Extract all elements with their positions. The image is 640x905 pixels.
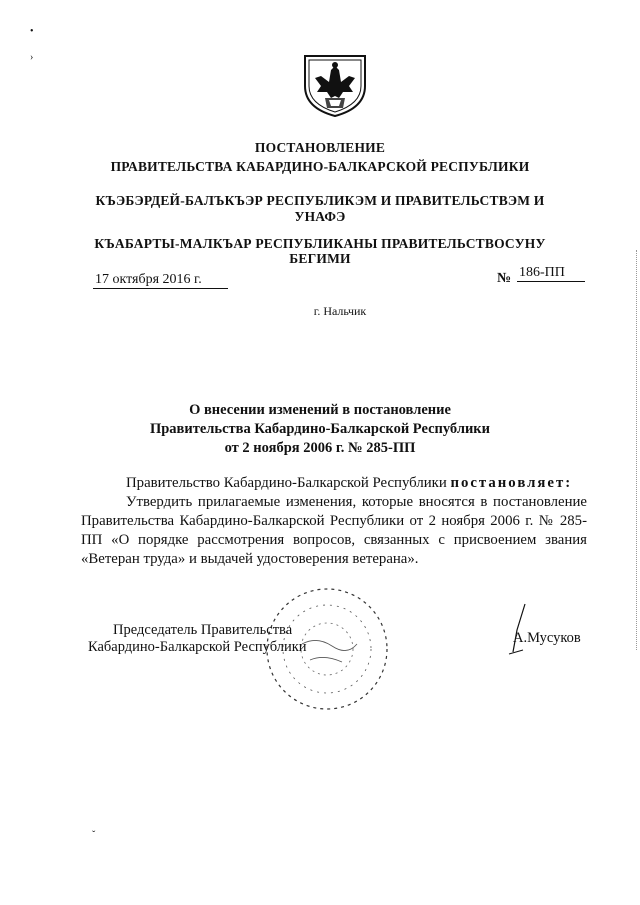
signatory-position-line2: Кабардино-Балкарской Республики [88, 639, 307, 655]
margin-mark: › [30, 52, 34, 63]
issuer-heading-ru: ПРАВИТЕЛЬСТВА КАБАРДИНО-БАЛКАРСКОЙ РЕСПУБЛИКИ [110, 159, 530, 174]
issuer-heading-krc-line2: БЕГИМИ [289, 251, 351, 266]
preamble-issuer: Правительство Кабардино-Балкарской Республики [126, 475, 447, 491]
margin-mark: • [30, 26, 34, 37]
doc-title-line1: О внесении изменений в постановление [189, 402, 451, 418]
margin-mark: ˇ [92, 830, 96, 841]
doc-title-line3: от 2 ноября 2006 г. № 285-ПП [224, 440, 416, 456]
issuer-heading-kbd-line2: УНАФЭ [294, 209, 346, 224]
document-number: 186-ПП [517, 265, 585, 282]
decree-paragraph: Утвердить прилагаемые изменения, которые вносятся в постановление Правительства Кабардино-Балкарской Республики от 2 ноября 2006 г. № 285-ПП «О порядке рассмотрения вопросов, связанных с присвоением звания «Ветеран труда» и выдачей удостоверения ветерана». [81, 494, 587, 567]
number-label: № [497, 271, 512, 286]
preamble-decree-word: постановляет: [450, 475, 573, 491]
preamble [126, 474, 572, 493]
document-date: 17 октября 2016 г. [93, 272, 228, 289]
doc-title-line2: Правительства Кабардино-Балкарской Республики [149, 421, 491, 437]
signatory-position-line1: Председатель Правительства [113, 622, 293, 638]
city: г. Нальчик [313, 304, 367, 318]
issuer-heading-krc-line1: КЪАБАРТЫ-МАЛКЪАР РЕСПУБЛИКАНЫ ПРАВИТЕЛЬСТВОСУНУ [94, 236, 546, 251]
signatory-name: А.Мусуков [513, 630, 581, 646]
document-type-heading: ПОСТАНОВЛЕНИЕ [254, 140, 386, 155]
issuer-heading-kbd-line1: КЪЭБЭРДЕЙ-БАЛЪКЪЭР РЕСПУБЛИКЭМ И ПРАВИТЕЛЬСТВЭМ И [95, 193, 545, 208]
coat-of-arms-emblem [303, 52, 367, 118]
